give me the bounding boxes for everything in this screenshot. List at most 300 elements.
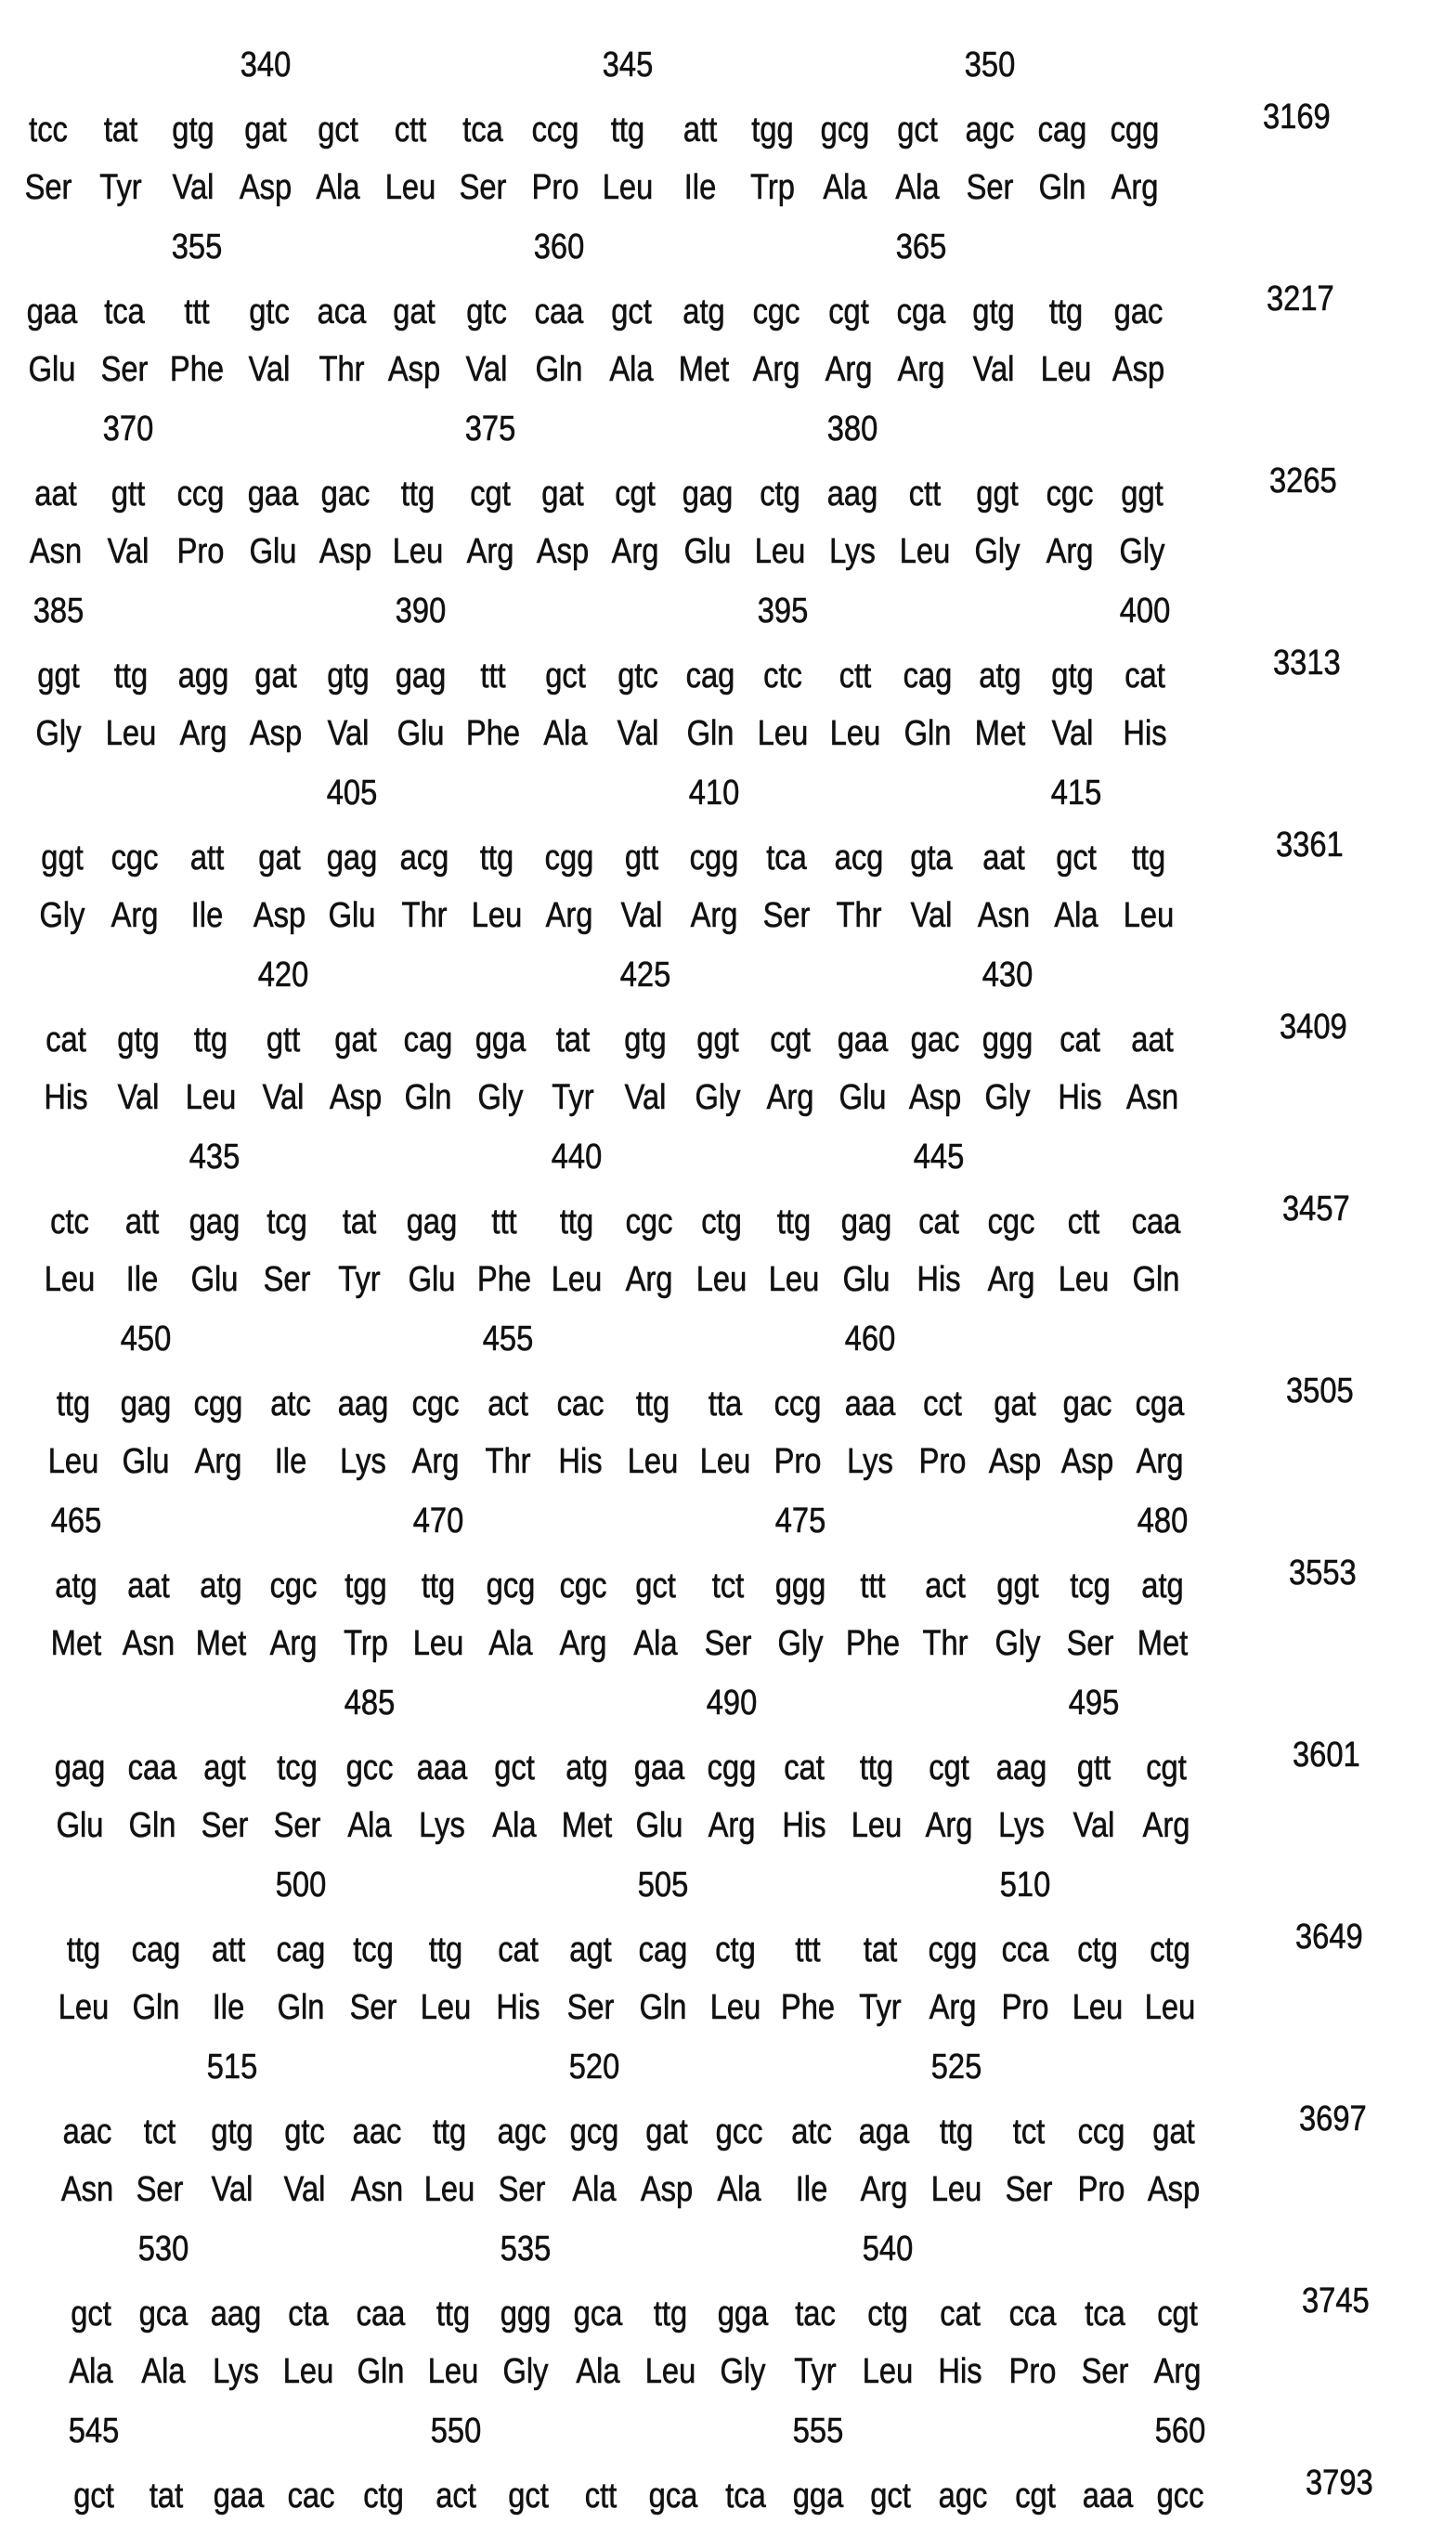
amino-acid: Ser <box>958 167 1020 208</box>
codon: ttg <box>99 656 162 696</box>
amino-acid: Arg <box>262 1623 324 1664</box>
amino-acid: Glu <box>676 531 738 572</box>
codon: cgc <box>618 1202 680 1242</box>
codon: ccg <box>766 1384 828 1424</box>
amino-acid: Lys <box>821 531 883 572</box>
residue-number: 535 <box>494 2229 556 2269</box>
amino-acid: Tyr <box>541 1077 604 1118</box>
amino-acid: Gln <box>121 1805 183 1846</box>
codon: cat <box>487 1930 549 1970</box>
codon: cgt <box>817 292 879 332</box>
codon: tca <box>755 838 817 878</box>
amino-acid: Leu <box>704 1987 766 2028</box>
codon: tcg <box>266 1748 328 1788</box>
amino-acid: Ser <box>997 2169 1060 2210</box>
amino-acid: Ser <box>559 1987 621 2028</box>
codon: aat <box>117 1566 179 1606</box>
codon: cag <box>631 1930 694 1970</box>
codon: cct <box>911 1384 973 1424</box>
amino-acid: Ala <box>813 167 876 208</box>
amino-acid: Leu <box>386 531 448 572</box>
codon: ctg <box>352 2476 414 2516</box>
codon: ggg <box>494 2294 556 2334</box>
amino-acid: Met <box>968 713 1031 754</box>
amino-acid: Tyr <box>784 2351 846 2392</box>
codon: cgg <box>1103 110 1165 150</box>
amino-acid: Val <box>900 895 962 936</box>
codon: ttg <box>465 838 527 878</box>
codon: tct <box>696 1566 759 1606</box>
amino-acid: Met <box>672 349 734 390</box>
codon: ctg <box>856 2294 918 2334</box>
sequence-block <box>0 1274 1456 1456</box>
amino-acid: Gln <box>1124 1259 1187 1300</box>
codon: tac <box>784 2294 846 2334</box>
residue-number: 560 <box>1149 2411 1211 2451</box>
amino-acid: Gln <box>679 713 741 754</box>
amino-acid: Trp <box>741 167 803 208</box>
codon: ctg <box>690 1202 752 1242</box>
codon: tca <box>714 2476 776 2516</box>
amino-acid: Gly <box>1111 531 1173 572</box>
amino-acid: Val <box>201 2169 263 2210</box>
codon: gag <box>183 1202 245 1242</box>
amino-acid: Arg <box>172 713 234 754</box>
codon: acg <box>827 838 890 878</box>
residue-number: 385 <box>27 591 89 631</box>
residue-number: 340 <box>234 45 296 85</box>
sequence-block <box>0 2002 1456 2184</box>
codon: ccg <box>524 110 586 150</box>
amino-acid: Glu <box>48 1805 110 1846</box>
amino-acid: Ile <box>197 1987 259 2028</box>
codon: gcg <box>479 1566 541 1606</box>
amino-acid: Thr <box>914 1623 976 1664</box>
codon: gag <box>389 656 451 696</box>
amino-acid: Pro <box>911 1441 973 1482</box>
residue-number: 490 <box>700 1683 762 1723</box>
codon: gtt <box>610 838 672 878</box>
codon: cag <box>124 1930 187 1970</box>
amino-acid: Glu <box>400 1259 462 1300</box>
amino-acid: Asp <box>1056 1441 1118 1482</box>
amino-acid: Pro <box>1001 2351 1063 2392</box>
amino-acid: His <box>773 1805 835 1846</box>
codon: tat <box>328 1202 390 1242</box>
codon: ggt <box>27 656 89 696</box>
amino-acid: Leu <box>748 531 811 572</box>
amino-acid: Ala <box>338 1805 400 1846</box>
amino-acid: Arg <box>604 531 666 572</box>
codon: aaa <box>838 1384 901 1424</box>
sequence-block <box>0 546 1456 728</box>
residue-number: 355 <box>165 227 228 267</box>
amino-acid: Ile <box>259 1441 321 1482</box>
amino-acid: Leu <box>694 1441 756 1482</box>
codon: ttg <box>1117 838 1179 878</box>
codon: aag <box>821 474 883 514</box>
nucleotide-position: 3649 <box>1295 1917 1363 1957</box>
amino-acid: Asp <box>635 2169 697 2210</box>
residue-number: 555 <box>786 2411 849 2451</box>
codon: cgg <box>682 838 745 878</box>
amino-acid: Ala <box>59 2351 122 2392</box>
codon: ttg <box>639 2294 701 2334</box>
codon: cgt <box>759 1020 821 1060</box>
amino-acid: Ala <box>479 1623 541 1664</box>
codon: ttg <box>422 2294 484 2334</box>
codon: gtg <box>201 2112 263 2152</box>
amino-acid: Arg <box>404 1441 466 1482</box>
amino-acid: Gly <box>494 2351 556 2392</box>
amino-acid: Leu <box>596 167 658 208</box>
amino-acid: Glu <box>114 1441 176 1482</box>
amino-acid: Gln <box>1031 167 1093 208</box>
codon: gga <box>786 2476 849 2516</box>
codon: cgc <box>1038 474 1100 514</box>
codon: tat <box>135 2476 197 2516</box>
codon: gtg <box>962 292 1024 332</box>
codon: agc <box>490 2112 552 2152</box>
codon: gtt <box>1062 1748 1124 1788</box>
codon: gat <box>248 838 310 878</box>
amino-acid: Leu <box>751 713 813 754</box>
amino-acid: Gln <box>631 1987 694 2028</box>
amino-acid: Asp <box>531 531 593 572</box>
nucleotide-position: 3313 <box>1273 643 1341 683</box>
codon: ttg <box>845 1748 907 1788</box>
codon: gat <box>244 656 306 696</box>
amino-acid: His <box>1113 713 1176 754</box>
codon: gtg <box>317 656 379 696</box>
codon: ctc <box>751 656 813 696</box>
codon: atg <box>45 1566 107 1606</box>
codon: ggt <box>966 474 1028 514</box>
codon: gtg <box>1041 656 1103 696</box>
codon: cag <box>396 1020 459 1060</box>
codon: tct <box>128 2112 190 2152</box>
codon: atc <box>780 2112 842 2152</box>
amino-acid: Arg <box>817 349 879 390</box>
amino-acid: Arg <box>921 1987 983 2028</box>
codon: gac <box>904 1020 966 1060</box>
codon: gga <box>711 2294 774 2334</box>
codon: ggg <box>976 1020 1038 1060</box>
codon: ttt <box>776 1930 838 1970</box>
amino-acid: Gln <box>527 349 590 390</box>
nucleotide-position: 3505 <box>1286 1371 1354 1411</box>
codon: gct <box>534 656 596 696</box>
amino-acid: Ser <box>1059 1623 1121 1664</box>
codon: tgg <box>741 110 803 150</box>
residue-number: 365 <box>890 227 952 267</box>
nucleotide-position: 3361 <box>1276 825 1344 865</box>
codon: aaa <box>1076 2476 1138 2516</box>
amino-acid: His <box>929 2351 991 2392</box>
codon: ccg <box>1070 2112 1132 2152</box>
residue-number: 530 <box>132 2229 194 2269</box>
codon: gtt <box>97 474 159 514</box>
amino-acid: Arg <box>1146 2351 1208 2392</box>
amino-acid: Tyr <box>328 1259 390 1300</box>
codon: gct <box>62 2476 124 2516</box>
sequence-block <box>0 1456 1456 1638</box>
amino-acid: Arg <box>552 1623 614 1664</box>
amino-acid: Leu <box>621 1441 683 1482</box>
codon: cgc <box>980 1202 1042 1242</box>
codon: gtc <box>238 292 300 332</box>
codon: gtg <box>107 1020 169 1060</box>
residue-number: 445 <box>907 1137 969 1177</box>
amino-acid: Trp <box>334 1623 396 1664</box>
amino-acid: Pro <box>1070 2169 1132 2210</box>
amino-acid: Gln <box>896 713 958 754</box>
codon: cat <box>34 1020 97 1060</box>
codon: gcc <box>338 1748 400 1788</box>
nucleotide-position: 3409 <box>1280 1007 1347 1047</box>
amino-acid: Asp <box>383 349 445 390</box>
codon: aag <box>204 2294 266 2334</box>
codon: cgc <box>262 1566 324 1606</box>
residue-number: 460 <box>838 1319 901 1359</box>
amino-acid: Phe <box>841 1623 904 1664</box>
codon: atc <box>259 1384 321 1424</box>
amino-acid: Thr <box>393 895 455 936</box>
codon: ctg <box>1138 1930 1201 1970</box>
amino-acid: Arg <box>538 895 600 936</box>
amino-acid: Val <box>273 2169 335 2210</box>
amino-acid: Leu <box>545 1259 607 1300</box>
codon: ctg <box>704 1930 766 1970</box>
amino-acid: Phe <box>776 1987 838 2028</box>
sequence-block <box>0 0 1456 182</box>
codon: cat <box>773 1748 835 1788</box>
amino-acid: Ile <box>176 895 238 936</box>
amino-acid: Ala <box>624 1623 686 1664</box>
amino-acid: His <box>549 1441 611 1482</box>
amino-acid: Leu <box>414 1987 476 2028</box>
amino-acid: Arg <box>103 895 165 936</box>
codon: gct <box>886 110 948 150</box>
codon: ctg <box>748 474 811 514</box>
residue-number: 345 <box>596 45 658 85</box>
codon: cgc <box>745 292 807 332</box>
amino-acid: Asn <box>56 2169 118 2210</box>
codon: cgg <box>187 1384 249 1424</box>
residue-number: 540 <box>856 2229 918 2269</box>
amino-acid: Val <box>238 349 300 390</box>
amino-acid: His <box>487 1987 549 2028</box>
sequence-block <box>0 728 1456 910</box>
codon: cac <box>549 1384 611 1424</box>
residue-number: 415 <box>1045 773 1107 813</box>
codon: gat <box>234 110 296 150</box>
codon: act <box>424 2476 487 2516</box>
codon: ttg <box>762 1202 825 1242</box>
codon: atg <box>1131 1566 1193 1606</box>
codon: gac <box>1056 1384 1118 1424</box>
residue-number: 425 <box>614 955 676 995</box>
codon: caa <box>527 292 590 332</box>
amino-acid: Arg <box>980 1259 1042 1300</box>
amino-acid: Ala <box>563 2169 625 2210</box>
amino-acid: Ser <box>490 2169 552 2210</box>
amino-acid: Val <box>97 531 159 572</box>
amino-acid: Phe <box>473 1259 535 1300</box>
codon: ctt <box>379 110 441 150</box>
amino-acid: Ser <box>128 2169 190 2210</box>
amino-acid: Arg <box>700 1805 762 1846</box>
codon: gag <box>835 1202 897 1242</box>
codon: cgt <box>1135 1748 1197 1788</box>
amino-acid: Leu <box>42 1441 104 1482</box>
codon: ggt <box>1111 474 1173 514</box>
codon: agc <box>931 2476 994 2516</box>
residue-number: 510 <box>994 1865 1056 1905</box>
codon: cga <box>890 292 952 332</box>
codon: cag <box>896 656 958 696</box>
amino-acid: Ala <box>886 167 948 208</box>
amino-acid: Ser <box>451 167 514 208</box>
amino-acid: His <box>907 1259 969 1300</box>
codon: gtc <box>273 2112 335 2152</box>
amino-acid: Leu <box>379 167 441 208</box>
codon: tca <box>451 110 514 150</box>
codon: gct <box>624 1566 686 1606</box>
nucleotide-position: 3169 <box>1263 97 1331 137</box>
codon: cag <box>679 656 741 696</box>
amino-acid: Glu <box>831 1077 893 1118</box>
amino-acid: Tyr <box>849 1987 911 2028</box>
codon: gct <box>1045 838 1107 878</box>
residue-number: 390 <box>389 591 451 631</box>
amino-acid: Gly <box>966 531 1028 572</box>
codon: ttt <box>165 292 228 332</box>
codon: cgc <box>552 1566 614 1606</box>
codon: gcc <box>708 2112 770 2152</box>
codon: cgt <box>1146 2294 1208 2334</box>
amino-acid: Arg <box>1135 1805 1197 1846</box>
amino-acid: Pro <box>766 1441 828 1482</box>
amino-acid: Leu <box>407 1623 469 1664</box>
codon: ttg <box>418 2112 480 2152</box>
residue-number: 420 <box>252 955 314 995</box>
residue-number: 495 <box>1062 1683 1124 1723</box>
nucleotide-position: 3265 <box>1269 461 1337 501</box>
nucleotide-position: 3457 <box>1282 1189 1350 1229</box>
sequence-block <box>0 2184 1456 2366</box>
codon: caa <box>1124 1202 1187 1242</box>
residue-number: 360 <box>527 227 590 267</box>
residue-number: 525 <box>925 2047 987 2087</box>
residue-number: 515 <box>201 2047 263 2087</box>
nucleotide-position: 3745 <box>1302 2281 1370 2321</box>
residue-number: 500 <box>269 1865 332 1905</box>
amino-acid: Gln <box>349 2351 411 2392</box>
codon: gat <box>531 474 593 514</box>
amino-acid: Ile <box>110 1259 173 1300</box>
amino-acid: Val <box>162 167 224 208</box>
codon: gtc <box>455 292 517 332</box>
codon: ggt <box>986 1566 1048 1606</box>
codon: cta <box>277 2294 339 2334</box>
amino-acid: Ser <box>255 1259 318 1300</box>
amino-acid: Arg <box>890 349 952 390</box>
amino-acid: Asp <box>234 167 296 208</box>
residue-number: 430 <box>976 955 1038 995</box>
codon: ttg <box>179 1020 241 1060</box>
codon: ttg <box>596 110 658 150</box>
amino-acid: Arg <box>1038 531 1100 572</box>
codon: tcg <box>255 1202 318 1242</box>
codon: cgg <box>538 838 600 878</box>
amino-acid: Met <box>555 1805 618 1846</box>
amino-acid: Leu <box>690 1259 752 1300</box>
codon: gga <box>469 1020 531 1060</box>
amino-acid: Gln <box>396 1077 459 1118</box>
codon: tat <box>89 110 151 150</box>
amino-acid: Leu <box>762 1259 825 1300</box>
amino-acid: Val <box>614 1077 676 1118</box>
codon: agg <box>172 656 234 696</box>
codon: cat <box>1048 1020 1111 1060</box>
amino-acid: Glu <box>20 349 83 390</box>
codon: aca <box>310 292 372 332</box>
amino-acid: Leu <box>639 2351 701 2392</box>
amino-acid: Arg <box>618 1259 680 1300</box>
amino-acid: Val <box>455 349 517 390</box>
amino-acid: Val <box>962 349 1024 390</box>
codon: cgt <box>917 1748 980 1788</box>
codon: gta <box>900 838 962 878</box>
sequence-block <box>0 364 1456 546</box>
codon: gca <box>132 2294 194 2334</box>
codon: tcg <box>342 1930 404 1970</box>
codon: caa <box>121 1748 183 1788</box>
codon: agt <box>559 1930 621 1970</box>
codon: acg <box>393 838 455 878</box>
amino-acid: Asn <box>117 1623 179 1664</box>
codon: agc <box>958 110 1020 150</box>
amino-acid: Ala <box>132 2351 194 2392</box>
codon: att <box>176 838 238 878</box>
codon: aag <box>990 1748 1052 1788</box>
amino-acid: Tyr <box>89 167 151 208</box>
residue-number: 350 <box>958 45 1020 85</box>
codon: gaa <box>20 292 83 332</box>
codon: ttg <box>414 1930 476 1970</box>
codon: tcc <box>17 110 79 150</box>
codon: aat <box>1121 1020 1183 1060</box>
amino-acid: Ala <box>1045 895 1107 936</box>
amino-acid: Arg <box>187 1441 249 1482</box>
amino-acid: Gly <box>31 895 93 936</box>
nucleotide-position: 3217 <box>1267 279 1334 319</box>
codon: gct <box>483 1748 545 1788</box>
codon: ttg <box>925 2112 987 2152</box>
residue-number: 505 <box>631 1865 694 1905</box>
amino-acid: Asp <box>244 713 306 754</box>
sequence-block <box>0 2366 1456 2548</box>
codon: cgc <box>404 1384 466 1424</box>
codon: att <box>197 1930 259 1970</box>
codon: cgt <box>459 474 521 514</box>
amino-acid: Val <box>610 895 672 936</box>
codon: gat <box>983 1384 1046 1424</box>
amino-acid: His <box>34 1077 97 1118</box>
amino-acid: His <box>1048 1077 1111 1118</box>
codon: gct <box>497 2476 559 2516</box>
